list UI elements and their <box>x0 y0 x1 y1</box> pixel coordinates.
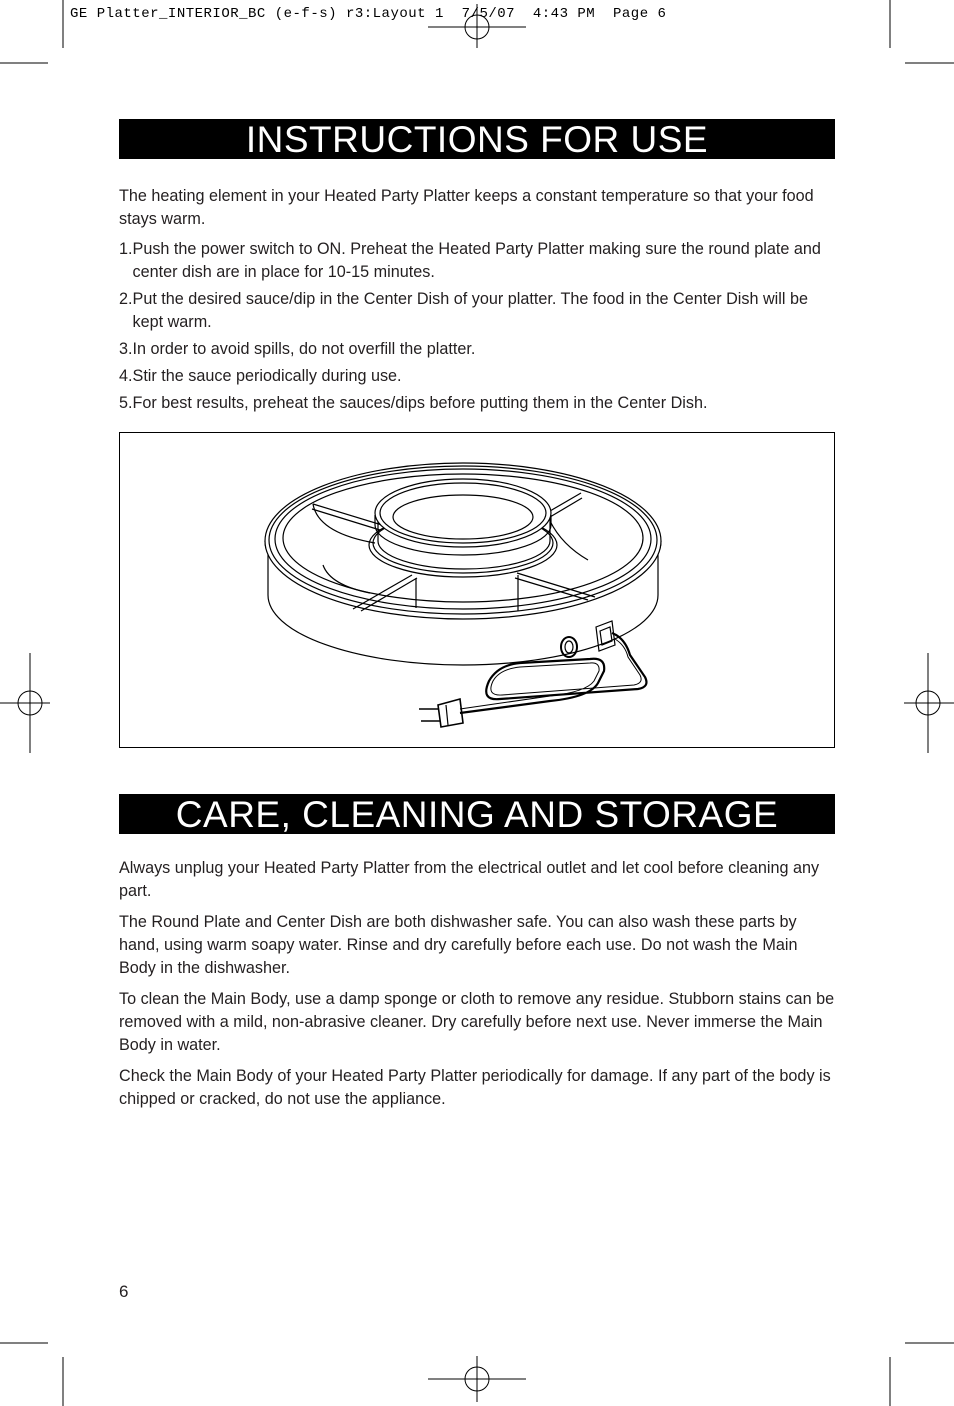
step-item <box>119 238 837 284</box>
step-number: 4. <box>119 367 133 385</box>
step-number: 3. <box>119 340 133 358</box>
step-item <box>119 365 837 388</box>
registration-mark-left <box>0 653 50 753</box>
step-number: 2. <box>119 290 133 308</box>
registration-mark-top <box>428 4 526 48</box>
care-paragraph: Check the Main Body of your Heated Party Platter periodically for damage. If any part of the body is chipped or cracked, do not use the appliance. <box>119 1067 831 1108</box>
print-slug-line: GE Platter_INTERIOR_BC (e-f-s) r3:Layout 1 7/5/07 4:43 PM Page 6 <box>70 6 667 22</box>
step-text: For best results, preheat the sauces/dips before putting them in the Center Dish. <box>132 394 708 412</box>
step-text: Stir the sauce periodically during use. <box>132 367 402 385</box>
step-number: 5. <box>119 394 133 412</box>
registration-mark-bottom <box>428 1356 526 1402</box>
instructions-steps <box>119 238 837 415</box>
care-section <box>119 857 837 1119</box>
care-paragraph: The Round Plate and Center Dish are both dishwasher safe. You can also wash these parts by hand, using warm soapy water. Rinse and dry carefully before each use. Do not wash the Main Body in the dishwasher. <box>119 913 798 977</box>
instructions-heading: INSTRUCTIONS FOR USE <box>119 119 835 159</box>
step-item <box>119 288 837 334</box>
page-number: 6 <box>119 1282 129 1301</box>
care-heading: CARE, CLEANING AND STORAGE <box>119 794 835 834</box>
care-paragraph: Always unplug your Heated Party Platter from the electrical outlet and let cool before cleaning any part. <box>119 859 820 900</box>
platter-illustration-frame <box>119 432 835 748</box>
step-text: Push the power switch to ON. Preheat the Heated Party Platter making sure the round plate and center dish are in place for 10-15 minutes. <box>132 240 821 281</box>
step-text: In order to avoid spills, do not overfill the platter. <box>132 340 476 358</box>
instructions-section <box>119 185 837 419</box>
step-item <box>119 338 837 361</box>
party-platter-illustration <box>120 433 834 747</box>
care-paragraph: To clean the Main Body, use a damp sponge or cloth to remove any residue. Stubborn stains can be removed with a mild, non-abrasive cleaner. Dry carefully before next use. Never immerse the Main Body in water. <box>119 990 835 1054</box>
step-item <box>119 392 837 415</box>
registration-mark-right <box>904 653 954 753</box>
step-number: 1. <box>119 240 133 258</box>
step-text: Put the desired sauce/dip in the Center Dish of your platter. The food in the Center Dish will be kept warm. <box>132 290 808 331</box>
instructions-intro: The heating element in your Heated Party Platter keeps a constant temperature so that your food stays warm. <box>119 187 814 228</box>
